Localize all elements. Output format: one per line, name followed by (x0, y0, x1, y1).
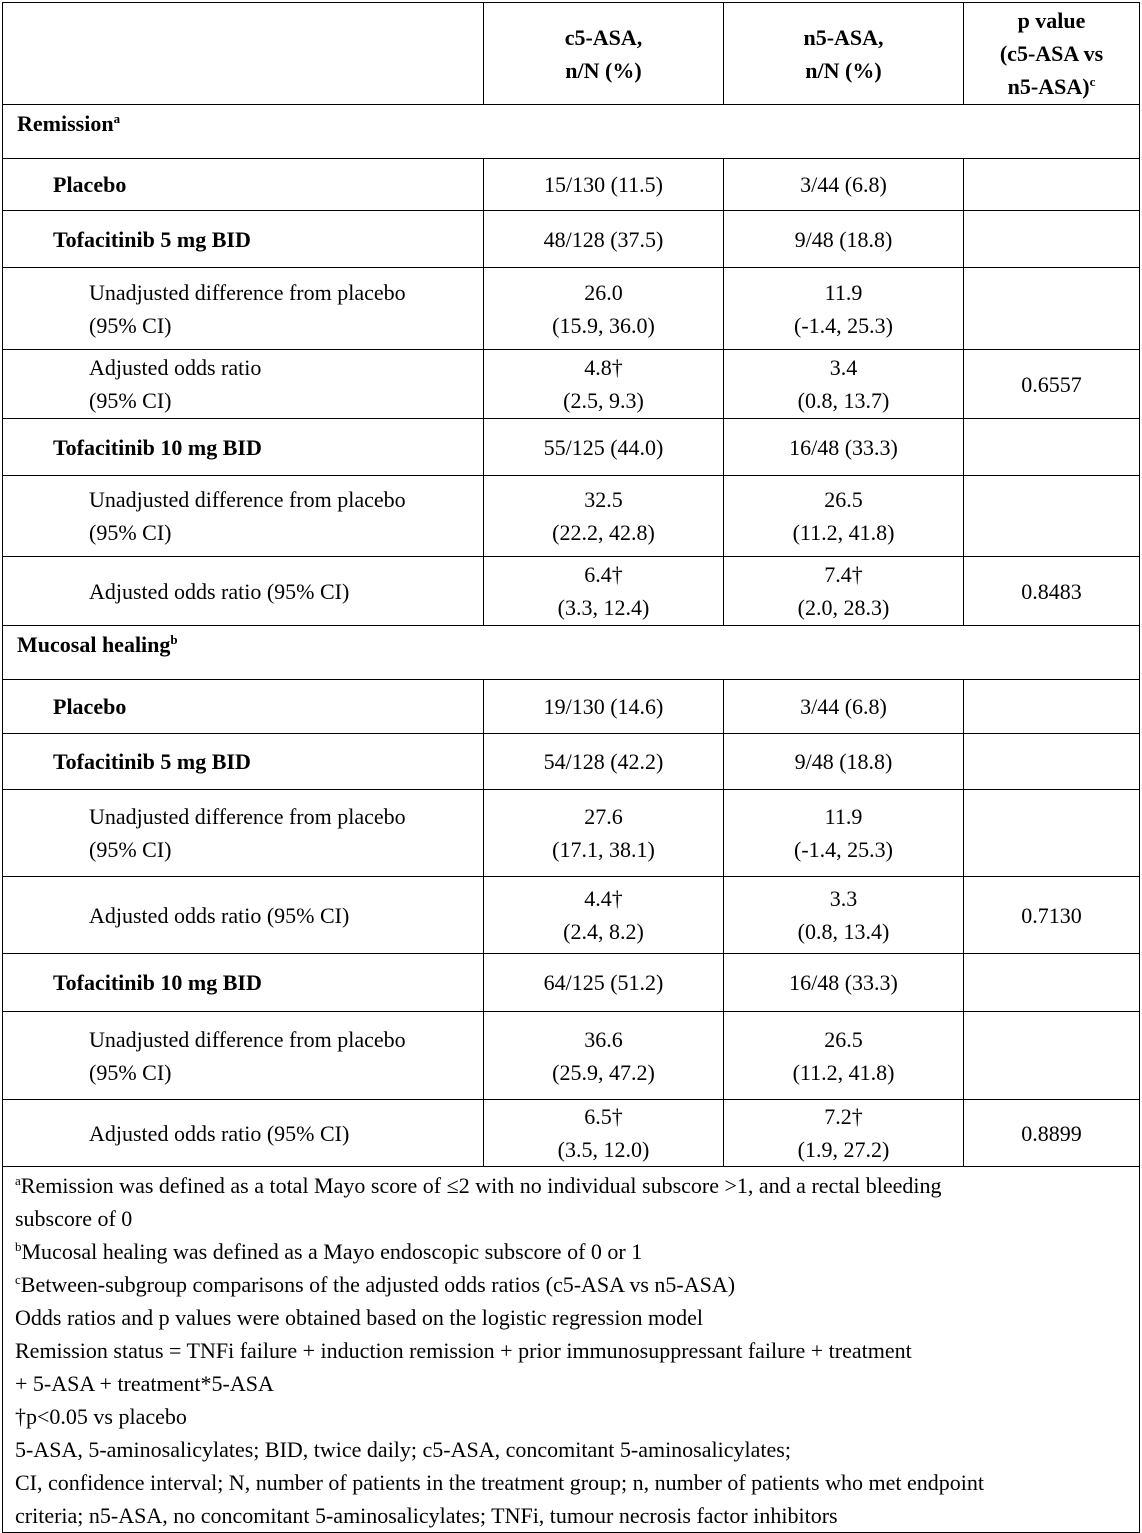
row-label: Placebo (3, 159, 484, 211)
p-value-cell (964, 790, 1140, 877)
row-label: Adjusted odds ratio (95% CI) (3, 350, 484, 419)
n5-asa-cell: 16/48 (33.3) (724, 419, 964, 476)
n5-asa-cell: 3/44 (6.8) (724, 680, 964, 734)
table-row (3, 268, 1140, 350)
c5-asa-cell: 6.5† (3.5, 12.0) (484, 1100, 724, 1167)
header-row (3, 3, 1140, 105)
n5-asa-cell: 11.9 (-1.4, 25.3) (724, 268, 964, 350)
p-value-cell: 0.7130 (964, 877, 1140, 954)
p-value-cell: 0.8483 (964, 557, 1140, 626)
c5-asa-cell: 32.5 (22.2, 42.8) (484, 476, 724, 557)
p-value-cell (964, 211, 1140, 268)
footnote-formula: Remission status = TNFi failure + induction remission + prior immunosuppressant failure + treatment (15, 1338, 912, 1363)
c5-asa-cell: 64/125 (51.2) (484, 954, 724, 1012)
section-row (3, 105, 1140, 159)
c5-asa-cell: 4.4† (2.4, 8.2) (484, 877, 724, 954)
table-row (3, 211, 1140, 268)
footnote-dagger: †p<0.05 vs placebo (15, 1404, 187, 1429)
n5-asa-cell: 16/48 (33.3) (724, 954, 964, 1012)
table-row (3, 790, 1140, 877)
n5-asa-cell: 9/48 (18.8) (724, 734, 964, 790)
p-value-cell (964, 734, 1140, 790)
n5-asa-cell: 3/44 (6.8) (724, 159, 964, 211)
table-body (3, 105, 1140, 1167)
c5-asa-cell: 55/125 (44.0) (484, 419, 724, 476)
c5-asa-cell: 4.8† (2.5, 9.3) (484, 350, 724, 419)
p-value-cell (964, 419, 1140, 476)
table-row (3, 476, 1140, 557)
n5-asa-cell: 7.2† (1.9, 27.2) (724, 1100, 964, 1167)
p-value-cell (964, 159, 1140, 211)
p-value-cell (964, 680, 1140, 734)
c5-asa-cell: 26.0 (15.9, 36.0) (484, 268, 724, 350)
c5-asa-cell: 54/128 (42.2) (484, 734, 724, 790)
section-row (3, 626, 1140, 680)
n5-asa-cell: 11.9 (-1.4, 25.3) (724, 790, 964, 877)
table-row (3, 557, 1140, 626)
table-row (3, 734, 1140, 790)
c5-asa-cell: 6.4† (3.3, 12.4) (484, 557, 724, 626)
n5-asa-cell: 26.5 (11.2, 41.8) (724, 476, 964, 557)
row-label: Adjusted odds ratio (95% CI) (3, 557, 484, 626)
row-label: Unadjusted difference from placebo (95% CI) (3, 1012, 484, 1100)
p-value-cell (964, 268, 1140, 350)
section-title: Remission$^a$ (3, 105, 1140, 159)
footnote-formula-cont: + 5-ASA + treatment*5-ASA (15, 1371, 274, 1396)
p-value-cell: 0.8899 (964, 1100, 1140, 1167)
table-row (3, 680, 1140, 734)
row-label: Tofacitinib 5 mg BID (3, 734, 484, 790)
table-row (3, 419, 1140, 476)
row-label: Adjusted odds ratio (95% CI) (3, 877, 484, 954)
header-c5-asa: c5-ASA, n/N (%) (484, 3, 724, 105)
p-value-cell (964, 476, 1140, 557)
row-label: Tofacitinib 5 mg BID (3, 211, 484, 268)
row-label: Tofacitinib 10 mg BID (3, 954, 484, 1012)
row-label: Unadjusted difference from placebo (95% CI) (3, 476, 484, 557)
n5-asa-cell: 26.5 (11.2, 41.8) (724, 1012, 964, 1100)
row-label: Adjusted odds ratio (95% CI) (3, 1100, 484, 1167)
n5-asa-cell: 7.4† (2.0, 28.3) (724, 557, 964, 626)
footnotes (3, 1167, 1140, 1533)
footnote-b: $^b$Mucosal healing was defined as a Mayo endoscopic subscore of 0 or 1 (15, 1239, 643, 1264)
header-n5-asa: n5-ASA, n/N (%) (724, 3, 964, 105)
row-label: Unadjusted difference from placebo (95% CI) (3, 790, 484, 877)
header-empty-cell (3, 3, 484, 105)
n5-asa-cell: 3.3 (0.8, 13.4) (724, 877, 964, 954)
c5-asa-cell: 15/130 (11.5) (484, 159, 724, 211)
footnote-model: Odds ratios and p values were obtained based on the logistic regression model (15, 1305, 703, 1330)
row-label: Unadjusted difference from placebo (95% CI) (3, 268, 484, 350)
footnote-abbreviations-end: criteria; n5-ASA, no concomitant 5-aminosalicylates; TNFi, tumour necrosis factor inhibitors (15, 1503, 838, 1528)
c5-asa-cell: 36.6 (25.9, 47.2) (484, 1012, 724, 1100)
table-row (3, 1012, 1140, 1100)
footnote-row (3, 1167, 1140, 1533)
n5-asa-cell: 9/48 (18.8) (724, 211, 964, 268)
table-row (3, 954, 1140, 1012)
c5-asa-cell: 19/130 (14.6) (484, 680, 724, 734)
p-value-cell: 0.6557 (964, 350, 1140, 419)
header-p-value: p value (c5-ASA vs n5-ASA)$^c$ (964, 3, 1140, 105)
results-table (2, 2, 1140, 1533)
table-row (3, 350, 1140, 419)
footnote-a: $^a$Remission was defined as a total Mayo score of ≤2 with no individual subscore >1, and a rectal bleeding (15, 1173, 942, 1198)
section-title: Mucosal healing$^b$ (3, 626, 1140, 680)
p-value-cell (964, 1012, 1140, 1100)
c5-asa-cell: 48/128 (37.5) (484, 211, 724, 268)
table-row (3, 159, 1140, 211)
footnote-c: $^c$Between-subgroup comparisons of the adjusted odds ratios (c5-ASA vs n5-ASA) (15, 1272, 736, 1297)
table-row (3, 877, 1140, 954)
footnote-abbreviations-cont: CI, confidence interval; N, number of patients in the treatment group; n, number of patients who met endpoint (15, 1470, 984, 1495)
row-label: Tofacitinib 10 mg BID (3, 419, 484, 476)
n5-asa-cell: 3.4 (0.8, 13.7) (724, 350, 964, 419)
c5-asa-cell: 27.6 (17.1, 38.1) (484, 790, 724, 877)
row-label: Placebo (3, 680, 484, 734)
p-value-cell (964, 954, 1140, 1012)
footnote-a-cont: subscore of 0 (15, 1206, 133, 1231)
table-row (3, 1100, 1140, 1167)
footnote-abbreviations: 5-ASA, 5-aminosalicylates; BID, twice daily; c5-ASA, concomitant 5-aminosalicylates; (15, 1437, 791, 1462)
